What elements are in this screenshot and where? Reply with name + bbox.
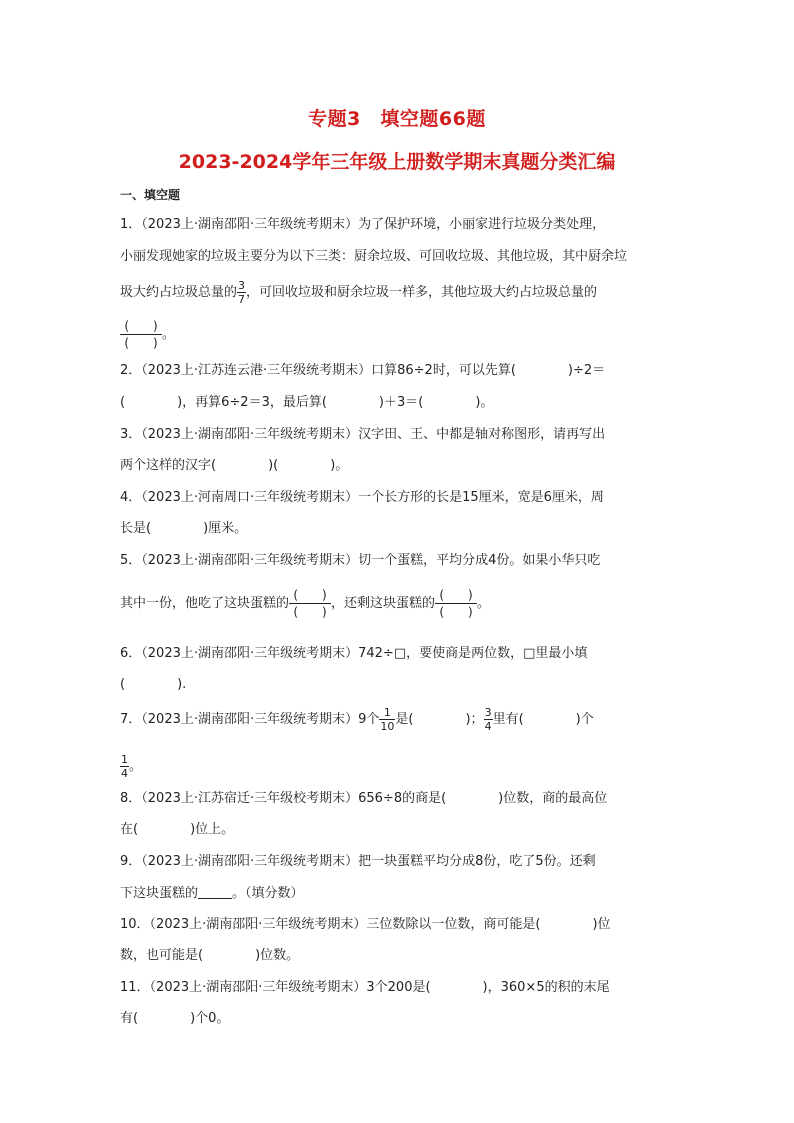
section-heading: 一、填空题 — [120, 188, 181, 202]
answer-underline-blank[interactable] — [198, 884, 232, 899]
question-1-text-b: ，可回收垃圾和厨余垃圾一样多，其他垃圾大约占垃圾总量的 — [246, 285, 598, 300]
question-1-answer — [120, 318, 175, 351]
question-6-line-1: 6．（2023上·湖南邵阳·三年级统考期末）742÷□，要使商是两位数，□里最小填 — [120, 646, 588, 661]
question-1-line-3 — [120, 279, 597, 306]
fraction-three-sevenths: $\frac{3}{7}$ — [238, 279, 246, 306]
period: 。 — [477, 596, 491, 611]
fraction-three-quarters: $\frac{3}{4}$ — [484, 706, 492, 733]
question-3-line-1: 3．（2023上·湖南邵阳·三年级统考期末）汉字田、王、中都是轴对称图形，请再写出 — [120, 427, 606, 442]
page-title: 专题3 填空题66题 — [308, 108, 486, 130]
question-2-line-2: ( )，再算6÷2＝3，最后算( )＋3＝( )。 — [120, 395, 494, 410]
fraction-one-tenth: $\frac{1}{10}$ — [380, 706, 395, 733]
question-5-line-2 — [120, 587, 490, 620]
question-10-line-2: 数，也可能是( )位数。 — [120, 948, 300, 963]
question-9-line-2 — [120, 884, 304, 903]
question-4-line-1: 4．（2023上·河南周口·三年级统考期末）一个长方形的长是15厘米，宽是6厘米，周 — [120, 490, 604, 505]
question-1-text: 圾大约占垃圾总量的 — [120, 285, 238, 300]
question-7-line-1 — [120, 706, 594, 733]
question-1-line-1: 1．（2023上·湖南邵阳·三年级统考期末）为了保护环境，小丽家进行垃圾分类处理， — [120, 217, 606, 232]
question-4-line-2: 长是( )厘米。 — [120, 521, 248, 536]
answer-fraction-blank[interactable]: $\frac{( )}{( )}$ — [120, 318, 162, 351]
fraction-one-quarter: $\frac{1}{4}$ — [121, 753, 128, 780]
period: 。 — [129, 759, 143, 774]
answer-fraction-blank[interactable]: $\frac{( )}{( )}$ — [289, 587, 331, 620]
question-11-line-1: 11．（2023上·湖南邵阳·三年级统考期末）3个200是( )，360×5的积的末尾 — [120, 980, 610, 995]
page-subtitle: 2023-2024学年三年级上册数学期末真题分类汇编 — [178, 151, 616, 173]
question-1-line-2: 小丽发现她家的垃圾主要分为以下三类：厨余垃圾、可回收垃圾、其他垃圾，其中厨余垃 — [120, 249, 628, 264]
period: 。 — [162, 327, 176, 342]
question-11-line-2: 有( )个0。 — [120, 1011, 230, 1026]
question-9-line-1: 9．（2023上·湖南邵阳·三年级统考期末）把一块蛋糕平均分成8份，吃了5份。还剩 — [120, 854, 596, 869]
question-5-line-1: 5．（2023上·湖南邵阳·三年级统考期末）切一个蛋糕，平均分成4份。如果小华只吃 — [120, 553, 601, 568]
question-9-text-b: 。（填分数） — [232, 886, 304, 901]
question-8-line-2: 在( )位上。 — [120, 822, 235, 837]
question-5-text: 其中一份，他吃了这块蛋糕的 — [120, 596, 290, 611]
question-3-line-2: 两个这样的汉字( )( )。 — [120, 458, 349, 473]
question-7-text: 7．（2023上·湖南邵阳·三年级统考期末）9个 — [120, 712, 380, 727]
question-9-text: 下这块蛋糕的 — [120, 886, 199, 901]
answer-fraction-blank[interactable]: $\frac{( )}{( )}$ — [435, 587, 477, 620]
question-7-text-c: 里有( )个 — [492, 712, 594, 727]
question-7-text-b: 是( )； — [395, 712, 484, 727]
question-6-line-2: ( ). — [120, 677, 187, 692]
question-7-line-2 — [120, 753, 142, 780]
question-8-line-1: 8．（2023上·江苏宿迁·三年级校考期末）656÷8的商是( )位数，商的最高位 — [120, 791, 608, 806]
question-5-text-b: ，还剩这块蛋糕的 — [331, 596, 436, 611]
question-2-line-1: 2．（2023上·江苏连云港·三年级统考期末）口算86÷2时，可以先算( )÷2＝ — [120, 363, 606, 378]
question-10-line-1: 10．（2023上·湖南邵阳·三年级统考期末）三位数除以一位数，商可能是( )位 — [120, 917, 611, 932]
